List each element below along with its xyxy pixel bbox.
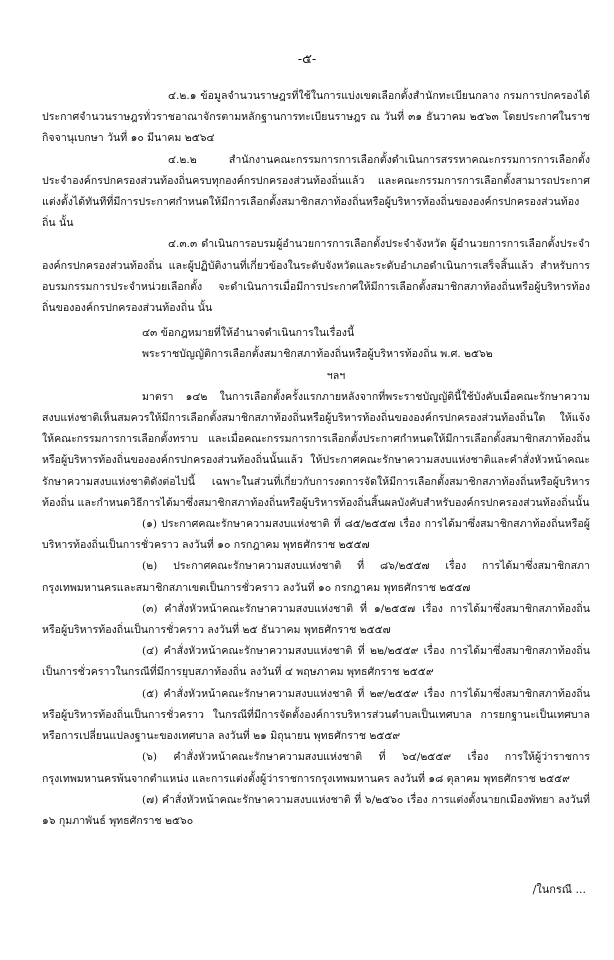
paragraph-4-2-1: ๔.๒.๑ ข้อมูลจำนวนราษฎรที่ใช้ในการแบ่งเขตเลือกตั้งสำนักทะเบียนกลาง กรมการปกครองได้ประกาศจำนวนราษฎรทั่วราชอาณาจักรตามหลักฐานการทะเบียนราษฎร ณ วันที่ ๓๑ ธันวาคม ๒๕๖๓ โดยประกาศในราชกิจจานุเบกษา วันที่ ๑๐ มีนาคม ๒๕๖๔ bbox=[42, 90, 590, 145]
page-number: -๕- bbox=[297, 52, 317, 67]
list-item-4: (๔) คำสั่งหัวหน้าคณะรักษาความสงบแห่งชาติ ที่ ๒๒/๒๕๕๙ เรื่อง การได้มาซึ่งสมาชิกสภาท้องถิ่นเป็นการชั่วคราวในกรณีที่มีการยุบสภาท้องถิ่น ลงวันที่ ๔ พฤษภาคม พุทธศักราช ๒๕๕๙ bbox=[42, 645, 590, 679]
section-43-heading bbox=[42, 323, 590, 365]
omission-marker: ฯลฯ bbox=[326, 369, 346, 382]
document-body bbox=[42, 86, 590, 832]
list-item-5: (๕) คำสั่งหัวหน้าคณะรักษาความสงบแห่งชาติ ที่ ๒๙/๒๕๕๙ เรื่อง การได้มาซึ่งสมาชิกสภาท้องถิ่นหรือผู้บริหารท้องถิ่นเป็นการชั่วคราว ในกรณีที่มีการจัดตั้งองค์การบริหารส่วนตำบลเป็นเทศบาล การยกฐานะเป็นเทศบาลหรือการเปลี่ยนแปลงฐานะของเทศบาล ลงวันที่ ๒๑ มิถุนายน พุทธศักราช ๒๕๕๙ bbox=[42, 687, 590, 743]
list-item-2: (๒) ประกาศคณะรักษาความสงบแห่งชาติ ที่ ๘๖/๒๕๕๗ เรื่อง การได้มาซึ่งสมาชิกสภากรุงเทพมหานครและสมาชิกสภาเขตเป็นการชั่วคราว ลงวันที่ ๑๐ กรกฎาคม พุทธศักราช ๒๕๕๗ bbox=[42, 560, 590, 594]
paragraph-4-2-2: ๔.๒.๒ สำนักงานคณะกรรมการการเลือกตั้งดำเนินการสรรหาคณะกรรมการการเลือกตั้งประจำองค์กรปกครองส่วนท้องถิ่นครบทุกองค์กรปกครองส่วนท้องถิ่นแล้ว และคณะกรรมการการเลือกตั้งสามารถประกาศแต่งตั้งได้ทันทีที่มีการประกาศกำหนดให้มีการเลือกตั้งสมาชิกสภาท้องถิ่นหรือผู้บริหารท้องถิ่นขององค์กรปกครองส่วนท้องถิ่น นั้น bbox=[42, 153, 590, 230]
law-title: พระราชบัญญัติการเลือกตั้งสมาชิกสภาท้องถิ่นหรือผู้บริหารท้องถิ่น พ.ศ. ๒๕๖๒ bbox=[142, 348, 493, 361]
list-item-6: (๖) คำสั่งหัวหน้าคณะรักษาความสงบแห่งชาติ ที่ ๖๔/๒๕๕๙ เรื่อง การให้ผู้ว่าราชการกรุงเทพมหานครพ้นจากตำแหน่ง และการแต่งตั้งผู้ว่าราชการกรุงเทพมหานคร ลงวันที่ ๑๘ ตุลาคม พุทธศักราช ๒๕๕๙ bbox=[42, 751, 590, 785]
list-item-3: (๓) คำสั่งหัวหน้าคณะรักษาความสงบแห่งชาติ ที่ ๑/๒๕๕๗ เรื่อง การได้มาซึ่งสมาชิกสภาท้องถิ่นหรือผู้บริหารท้องถิ่นเป็นการชั่วคราว ลงวันที่ ๒๕ ธันวาคม พุทธศักราช ๒๕๕๗ bbox=[42, 602, 590, 637]
continuation-note: /ในกรณี ... bbox=[532, 883, 586, 896]
section-142-paragraph: มาตรา ๑๔๒ ในการเลือกตั้งครั้งแรกภายหลังจากที่พระราชบัญญัตินี้ใช้บังคับเมื่อคณะรักษาความสงบแห่งชาติเห็นสมควรให้มีการเลือกตั้งสมาชิกสภาท้องถิ่นหรือผู้บริหารท้องถิ่นขององค์กรปกครองส่วนท้องถิ่นใด ให้แจ้งให้คณะกรรมการการเลือกตั้งทราบ และเมื่อคณะกรรมการการเลือกตั้งประกาศกำหนดให้มีการเลือกตั้งสมาชิกสภาท้องถิ่นหรือผู้บริหารท้องถิ่นขององค์กรปกครองส่วนท้องถิ่นนั้นแล้ว ให้ประกาศคณะรักษาความสงบแห่งชาติและคำสั่งหัวหน้าคณะรักษาความสงบแห่งชาติดังต่อไปนี้ เฉพาะในส่วนที่เกี่ยวกับการงดการจัดให้มีการเลือกตั้งสมาชิกสภาท้องถิ่นหรือผู้บริหารท้องถิ่น และกำหนดวิธีการได้มาซึ่งสมาชิกสภาท้องถิ่นหรือผู้บริหารท้องถิ่นสิ้นผลบังคับสำหรับองค์กรปกครองส่วนท้องถิ่นนั้น bbox=[42, 390, 590, 509]
list-item-7: (๗) คำสั่งหัวหน้าคณะรักษาความสงบแห่งชาติ ที่ ๖/๒๕๖๐ เรื่อง การแต่งตั้งนายกเมืองพัทยา ลงวันที่ ๑๖ กุมภาพันธ์ พุทธศักราช ๒๕๖๐ bbox=[42, 793, 590, 827]
section-43-title: ๔๓ ข้อกฎหมายที่ให้อำนาจดำเนินการในเรื่องนี้ bbox=[142, 327, 355, 340]
paragraph-4-3-3: ๔.๓.๓ ดำเนินการอบรมผู้อำนวยการการเลือกตั้งประจำจังหวัด ผู้อำนวยการการเลือกตั้งประจำองค์กรปกครองส่วนท้องถิ่น และผู้ปฏิบัติงานที่เกี่ยวข้องในระดับจังหวัดและระดับอำเภอดำเนินการเสร็จสิ้นแล้ว สำหรับการอบรมกรรมการประจำหน่วยเลือกตั้ง จะดำเนินการเมื่อมีการประกาศให้มีการเลือกตั้งสมาชิกสภาท้องถิ่นหรือผู้บริหารท้องถิ่นขององค์กรปกครองส่วนท้องถิ่น นั้น bbox=[42, 238, 590, 315]
list-item-1: (๑) ประกาศคณะรักษาความสงบแห่งชาติ ที่ ๘๕/๒๕๕๗ เรื่อง การได้มาซึ่งสมาชิกสภาท้องถิ่นหรือผู้บริหารท้องถิ่นเป็นการชั่วคราว ลงวันที่ ๑๐ กรกฎาคม พุทธศักราช ๒๕๕๗ bbox=[42, 518, 590, 552]
